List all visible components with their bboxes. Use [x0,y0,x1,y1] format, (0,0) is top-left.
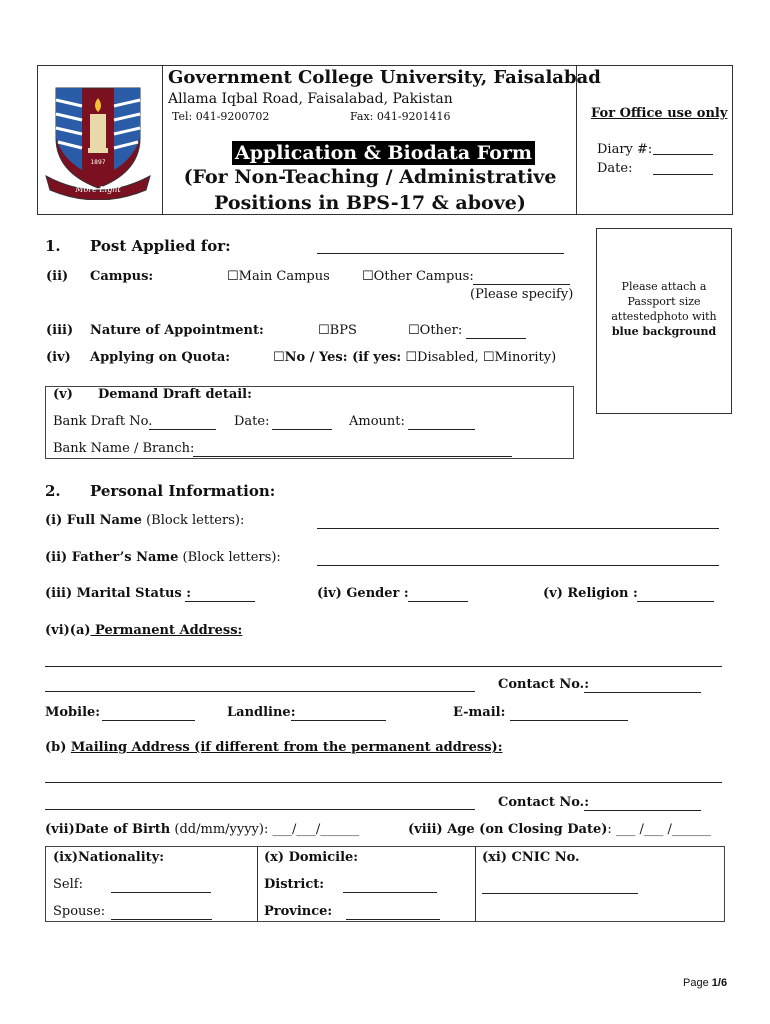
spouse-label: Spouse: [53,904,106,919]
demand-draft-number: (v) [53,387,73,402]
contact-no-label: Contact No.: [498,677,589,692]
bank-draft-label: Bank Draft No. [53,414,153,429]
other-campus-field[interactable] [473,271,570,285]
checkbox-icon[interactable]: ☐ [227,269,239,284]
bank-name-field[interactable] [193,443,512,457]
office-date-label: Date: [597,161,633,176]
permanent-address-line-1[interactable] [45,653,722,667]
bps-option[interactable]: ☐BPS [318,323,357,338]
draft-date-field[interactable] [272,416,332,430]
fax: Fax: 041-9201416 [350,110,451,123]
amount-label: Amount: [349,414,405,429]
nature-number: (iii) [46,323,74,338]
checkbox-icon[interactable]: ☐ [362,269,374,284]
checkbox-icon[interactable]: ☐ [408,323,420,338]
form-subtitle-1: (For Non-Teaching / Administrative [183,166,557,188]
crest-icon [42,80,154,200]
university-name: Government College University, Faisalabad [168,67,601,88]
table-divider-2 [475,847,476,921]
marital-status-label: (iii) Marital Status : [45,586,192,601]
photo-instructions: Please attach a Passport size attestedphoto with blue background [611,280,717,338]
self-nationality-field[interactable] [111,879,211,893]
date-of-birth-label[interactable]: (vii)Date of Birth (dd/mm/yyyy): ___/___/______ [45,822,360,837]
cnic-field[interactable] [482,880,638,894]
quota-label: Applying on Quota: [90,350,231,365]
main-campus-option[interactable]: ☐Main Campus [227,269,330,284]
full-name-field[interactable] [317,515,719,529]
cnic-label: (xi) CNIC No. [482,850,580,865]
diary-label: Diary #: [597,142,653,157]
domicile-label: (x) Domicile: [264,850,359,865]
checkbox-icon[interactable]: ☐ [405,350,418,365]
mailing-address-line-1[interactable] [45,769,722,783]
bank-draft-field[interactable] [149,416,216,430]
please-specify-note: (Please specify) [470,287,574,302]
section-2-title: Personal Information: [90,482,276,500]
contact-no-field[interactable] [584,679,701,693]
quota-options[interactable]: ☐No / Yes: (if yes: ☐Disabled, ☐Minority) [273,350,557,365]
mobile-field[interactable] [102,707,195,721]
office-date-field[interactable] [653,161,713,175]
permanent-address-line-2[interactable] [45,678,475,692]
section-1-title: Post Applied for: [90,237,231,255]
svg-text:More Light: More Light [75,185,121,194]
contact-no-2-label: Contact No.: [498,795,589,810]
nationality-label: (ix)Nationality: [53,850,165,865]
campus-number: (ii) [46,269,69,284]
landline-label: Landline: [227,705,296,720]
permanent-address-label: (vi)(a) Permanent Address: [45,623,243,638]
form-title: Application & Biodata Form [232,141,535,165]
religion-field[interactable] [637,588,714,602]
gender-field[interactable] [408,588,468,602]
campus-label: Campus: [90,269,154,284]
marital-status-field[interactable] [185,588,255,602]
amount-field[interactable] [408,416,475,430]
province-label: Province: [264,904,333,919]
age-label[interactable]: (viii) Age (on Closing Date): ___ /___ /______ [408,822,711,837]
contact-no-2-field[interactable] [584,797,701,811]
section-2-number: 2. [45,482,61,500]
nature-label: Nature of Appointment: [90,323,264,338]
bank-name-label: Bank Name / Branch: [53,441,195,456]
table-divider-1 [257,847,258,921]
other-appointment-field[interactable] [466,325,526,339]
district-label: District: [264,877,325,892]
page-number: Page 1/6 [683,977,728,989]
diary-field[interactable] [653,141,713,155]
draft-date-label: Date: [234,414,270,429]
office-use-label: For Office use only [591,106,728,121]
mobile-label: Mobile: [45,705,101,720]
university-logo [42,80,154,200]
email-label: E-mail: [453,705,506,720]
province-field[interactable] [346,906,440,920]
other-campus-option[interactable]: ☐Other Campus: [362,269,474,284]
checkbox-icon[interactable]: ☐ [318,323,330,338]
demand-draft-title: Demand Draft detail: [98,387,252,402]
mailing-address-label: (b) Mailing Address (if different from the permanent address): [45,740,503,755]
post-applied-field[interactable] [317,240,564,254]
section-1-number: 1. [45,237,61,255]
gender-label: (iv) Gender : [317,586,409,601]
checkbox-icon[interactable]: ☐ [273,350,285,365]
university-address: Allama Iqbal Road, Faisalabad, Pakistan [168,91,453,107]
spouse-nationality-field[interactable] [111,906,212,920]
father-name-field[interactable] [317,552,719,566]
quota-number: (iv) [46,350,71,365]
religion-label: (v) Religion : [543,586,638,601]
email-field[interactable] [510,707,628,721]
self-label: Self: [53,877,83,892]
district-field[interactable] [343,879,437,893]
checkbox-icon[interactable]: ☐ [482,350,495,365]
father-name-label: (ii) Father’s Name (Block letters): [45,550,281,565]
form-subtitle-2: Positions in BPS-17 & above) [214,192,526,214]
mailing-address-line-2[interactable] [45,796,475,810]
svg-text:1897: 1897 [90,159,106,166]
full-name-label: (i) Full Name (Block letters): [45,513,245,528]
telephone: Tel: 041-9200702 [172,110,270,123]
other-appointment-option[interactable]: ☐Other: [408,323,463,338]
photo-box[interactable] [596,228,732,414]
landline-field[interactable] [291,707,386,721]
